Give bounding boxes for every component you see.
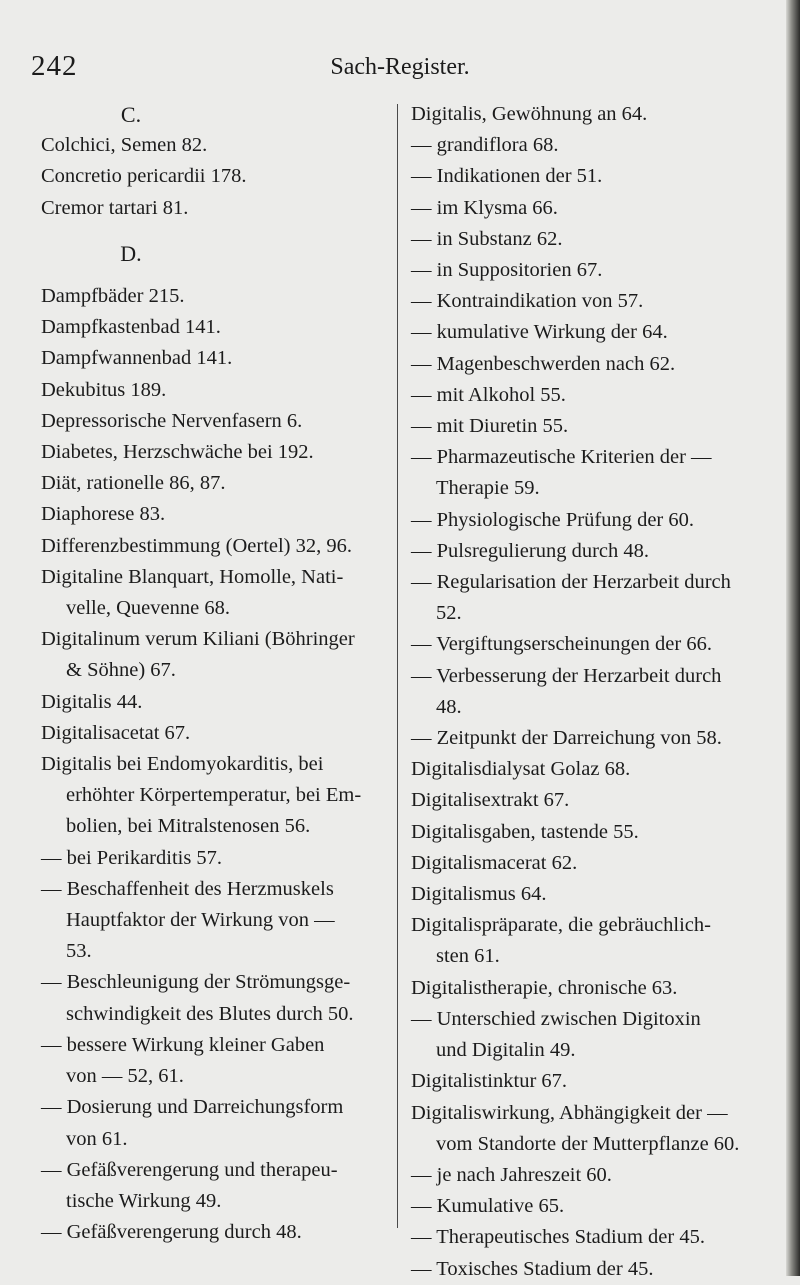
index-entry-line: Digitalistinktur 67. (411, 1070, 568, 1093)
index-entry-line: vom Standorte der Mutterpflanze 60. (436, 1132, 740, 1155)
index-entry-line: Dampfkastenbad 141. (41, 316, 221, 339)
book-spine-shadow (786, 0, 800, 1276)
index-entry-line: — Dosierung und Darreichungsform (41, 1096, 344, 1119)
section-letter-c: C. (120, 102, 142, 127)
index-entry-line: — je nach Jahreszeit 60. (411, 1163, 612, 1186)
column-divider (397, 104, 398, 1228)
index-entry-line: — Regularisation der Herzarbeit durch (411, 571, 731, 594)
index-entry-line: Digitalismacerat 62. (411, 851, 578, 874)
index-entry-line: Diaphorese 83. (41, 503, 166, 526)
index-entry-line: Diät, rationelle 86, 87. (41, 472, 226, 495)
index-entry-line: — Toxisches Stadium der 45. (411, 1257, 654, 1280)
index-entry-line: tische Wirkung 49. (66, 1189, 222, 1212)
index-entry-line: — bessere Wirkung kleiner Gaben (41, 1033, 325, 1056)
index-entry-line: — Beschaffenheit des Herzmuskels (41, 877, 334, 900)
index-entry-line: — Gefäßverengerung und therapeu- (41, 1158, 338, 1181)
index-entry-line: Digitalismus 64. (411, 883, 547, 906)
index-entry-line: Digitaline Blanquart, Homolle, Nati- (41, 565, 344, 588)
index-entry-line: erhöhter Körpertemperatur, bei Em- (66, 784, 362, 807)
index-entry-line: — Unterschied zwischen Digitoxin (411, 1007, 701, 1030)
index-entry-line: 53. (66, 940, 92, 963)
running-title: Sach-Register. (330, 54, 470, 80)
index-entry-line: Digitaliswirkung, Abhängigkeit der — (411, 1101, 728, 1124)
index-entry-line: Digitalis bei Endomyokarditis, bei (41, 753, 324, 776)
section-c-entries (41, 130, 388, 224)
index-entry-line: schwindigkeit des Blutes durch 50. (66, 1002, 354, 1025)
index-entry-line: und Digitalin 49. (436, 1039, 576, 1062)
index-entry-line: bolien, bei Mitralstenosen 56. (66, 815, 311, 838)
index-entry-line: — kumulative Wirkung der 64. (411, 321, 668, 344)
index-entry-line: — Pulsregulierung durch 48. (411, 539, 649, 562)
index-entry-line: Digitalis 44. (41, 690, 143, 713)
left-column (41, 99, 388, 1248)
index-entry-line: — Magenbeschwerden nach 62. (411, 352, 676, 375)
index-entry-line: & Söhne) 67. (66, 659, 176, 682)
index-entry-line: von 61. (66, 1127, 128, 1150)
index-entry-line: — Verbesserung der Herzarbeit durch (411, 664, 722, 687)
index-entry-line: Diabetes, Herzschwäche bei 192. (41, 441, 314, 464)
index-entry-line: Hauptfaktor der Wirkung von — (66, 909, 335, 932)
index-entry-line: — Pharmazeutische Kriterien der — (411, 446, 712, 469)
index-entry-line: Concretio pericardii 178. (41, 165, 247, 188)
page-header (0, 50, 786, 90)
index-entry-line: Digitalistherapie, chronische 63. (411, 976, 678, 999)
index-entry-line: — Gefäßverengerung durch 48. (41, 1221, 302, 1244)
section-letter-d: D. (120, 240, 142, 266)
index-entry-line: Digitalisgaben, tastende 55. (411, 820, 639, 843)
index-entry-line: 52. (436, 602, 462, 625)
index-entry-line: sten 61. (436, 945, 500, 968)
index-entry-line: — mit Alkohol 55. (411, 383, 566, 406)
index-entry-line: — Kumulative 65. (411, 1195, 565, 1218)
index-entry-line: Digitalis, Gewöhnung an 64. (411, 103, 648, 125)
index-entry-line: 48. (436, 695, 462, 718)
right-column (411, 99, 779, 1285)
index-entry-line: — im Klysma 66. (411, 196, 558, 219)
index-entry-line: — Kontraindikation von 57. (411, 290, 644, 313)
index-entry-line: velle, Quevenne 68. (66, 597, 230, 620)
page-number: 242 (31, 50, 78, 82)
index-entry-line: Dekubitus 189. (41, 378, 167, 401)
index-entry-line: Colchici, Semen 82. (41, 134, 208, 157)
index-entry-line: — Zeitpunkt der Darreichung von 58. (411, 727, 722, 750)
index-entry-line: Digitalispräparate, die gebräuchlich- (411, 914, 711, 937)
index-entry-line: von — 52, 61. (66, 1065, 184, 1088)
index-entry-line: Cremor tartari 81. (41, 196, 189, 219)
index-entry-line: — Therapeutisches Stadium der 45. (411, 1226, 705, 1249)
index-entry-line: — grandiflora 68. (411, 134, 559, 157)
index-entry-line: Depressorische Nervenfasern 6. (41, 409, 303, 432)
index-entry-line: Therapie 59. (436, 477, 540, 500)
index-entry-line: Dampfwannenbad 141. (41, 347, 233, 370)
index-entry-line: Dampfbäder 215. (41, 285, 185, 308)
index-entry-line: Digitalisacetat 67. (41, 721, 191, 744)
index-entry-line: Digitalisextrakt 67. (411, 789, 570, 812)
index-entry-line: Differenzbestimmung (Oertel) 32, 96. (41, 534, 353, 557)
index-entry-line: — in Substanz 62. (411, 227, 563, 250)
index-entry-line: Digitalisdialysat Golaz 68. (411, 758, 631, 781)
index-entry-line: — Beschleunigung der Strömungsge- (41, 971, 351, 994)
right-column-entries (411, 99, 779, 1285)
index-entry-line: — mit Diuretin 55. (411, 415, 569, 438)
index-entry-line: Digitalinum verum Kiliani (Böhringer (41, 628, 355, 651)
index-entry-line: — bei Perikarditis 57. (41, 846, 223, 869)
index-entry-line: — in Suppositorien 67. (411, 259, 603, 282)
index-entry-line: — Indikationen der 51. (411, 165, 603, 188)
index-entry-line: — Vergiftungserscheinungen der 66. (411, 633, 712, 656)
section-d-entries (41, 281, 388, 1248)
index-entry-line: — Physiologische Prüfung der 60. (411, 508, 694, 531)
